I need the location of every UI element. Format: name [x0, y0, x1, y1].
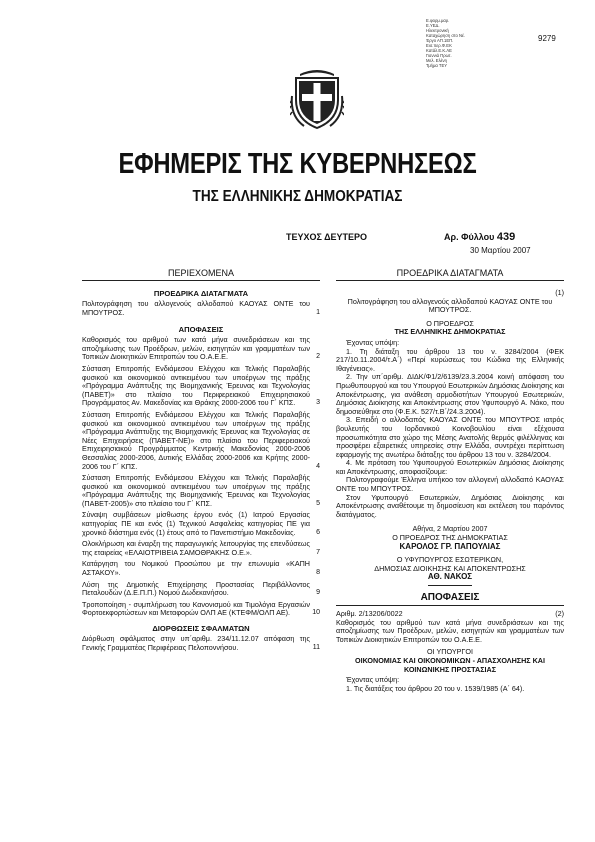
toc-item: [82, 336, 320, 362]
paragraph: Έχοντας υπόψη:: [346, 675, 400, 685]
ministries: ΟΙΚΟΝΟΜΙΑΣ ΚΑΙ ΟΙΚΟΝΟΜΙΚΩΝ - ΑΠΑΣΧΟΛΗΣΗΣ ΚΑΙ ΚΟΙΝΩΝΙΚΗΣ ΠΡΟΣΤΑΣΙΑΣ: [354, 655, 545, 674]
toc-item-page: 3: [316, 399, 320, 407]
registration-note-line: Ε.ΥΕΔ.: [426, 23, 440, 28]
sheet-number-label: Αρ. Φύλλου: [444, 232, 495, 242]
registration-note-line: Γιαννιά Πρωτ.: [426, 53, 452, 58]
toc-item-text: Σύναψη συμβάσεων μίσθωσης έργου ενός (1) Ιατρού Εργασίας κατηγορίας ΠΕ και ενός (1) Τεχνικού Ασφαλείας κατηγορίας ΠΕ για χρονικό διάστημα ενός (1) έτους από το Πανεπιστήμιο Μακεδονίας.: [82, 510, 310, 537]
gazette-title: ΕΦΗΜΕΡΙΣ ΤΗΣ ΚΥΒΕΡΝΗΣΕΩΣ: [118, 148, 477, 180]
registration-note-line: Κατάλ.Ε.Κ.ΛΕ: [426, 48, 452, 53]
toc-item-page: 11: [312, 643, 320, 651]
toc-item-text: Σύσταση Επιτροπής Ενδιάμεσου Ελέγχου και Τελικής Παραλαβής φυσικού και οικονομικού αντικειμένου των υποέργων της πράξης «Πρόγραμμα Ανάπτυξης της Βιομηχανικής Έρευνας και Τεχνολογίας (ΠΑΒΕΤ-2005)» στο πλαίσιο του Γ΄ ΚΠΣ.: [82, 473, 310, 508]
sheet-number: [444, 231, 515, 243]
toc-item-page: 8: [316, 569, 320, 577]
paragraph: 2. Την υπ΄αριθμ. ΔΙΔΚ/Φ1/2/6139/23.3.2004 κοινή απόφαση του Πρωθυπουργού και του Υπουργού Εσωτερικών Δημόσιας Διοίκησης και Αποκέντρωσης, για ανάθεση αρμοδιοτήτων Υπουργού Εσωτερικών, Δημόσιας Διοίκησης και Αποκέντρωσης στον Υφυπουργό Α. Νάκο, που δημοσιεύθηκε στο (Φ.Ε.Κ. 527/τ.Β΄/24.3.2004).: [336, 372, 564, 416]
sign-name2: ΑΘ. ΝΑΚΟΣ: [427, 572, 473, 582]
contents-column: [82, 268, 320, 655]
decree-title: Πολιτογράφηση του αλλογενούς αλλοδαπού ΚΑΟΥΑΣ ΟΝΤΕ του ΜΠΟΥΤΡΟΣ.: [347, 296, 553, 315]
sign-role: Ο ΠΡΟΕΔΡΟΣ ΤΗΣ ΔΗΜΟΚΡΑΤΙΑΣ: [392, 533, 508, 543]
toc-item: [82, 365, 320, 408]
toc-item: [82, 474, 320, 508]
toc-item-page: 4: [316, 462, 320, 470]
paragraph: Πολιτογραφούμε Έλληνα υπήκοο τον αλλογενή αλλοδαπό ΚΑΟΥΑΣ ΟΝΤΕ του ΜΠΟΥΤΡΟΣ.: [336, 475, 564, 494]
decree-column: [336, 268, 564, 693]
toc-item: [82, 540, 320, 557]
decisions-title: ΑΠΟΦΑΣΕΙΣ: [336, 592, 564, 606]
decision-number: Αριθμ. 2/13206/0022: [336, 609, 403, 618]
sign-role2: Ο ΥΦΥΠΟΥΡΓΟΣ ΕΣΩΤΕΡΙΚΩΝ,: [396, 555, 504, 565]
toc-item-text: Καθορισμός του αριθμού των κατά μήνα συνεδριάσεων και της αποζημίωσης των Προέδρων, μελών, εισηγητών και γραμματέων των Τοπικών Διοικητικών Επιτροπών του Ο.Α.Ε.Ε.: [82, 335, 310, 362]
decision-body: [336, 676, 564, 693]
sheet-number-value: 439: [496, 231, 516, 243]
errata-list: [82, 635, 320, 652]
toc-item-text: Σύσταση Επιτροπής Ενδιάμεσου Ελέγχου και Τελικής Παραλαβής φυσικού και οικονομικού αντικειμένου των υποέργων της πράξης «Πρόγραμμα Ανάπτυξης της Βιομηχανικής Έρευνας και Τεχνολογίας (ΠΑΒΕΤ)» στο πλαίσιο του Περιφερειακού Επιχειρησιακού Προγράμματος Αν. Μακεδονίας και Θράκης 2000-2006 του Γ΄ ΚΠΣ.: [82, 363, 310, 408]
registration-note-line: Μελ. Ελένη: [426, 58, 447, 63]
registration-note-line: Ε.φορμ.μαρ.: [426, 18, 450, 23]
oi-ypourgoi: ΟΙ ΥΠΟΥΡΓΟΙ: [427, 647, 473, 657]
toc-item-page: 2: [316, 353, 320, 361]
paragraph: 1. Τη διάταξη του άρθρου 13 του ν. 3284/2004 (ΦΕΚ 217/10.11.2004/τ.Α΄) «Περί κυρώσεως του Κώδικα της Ελληνικής Ιθαγένειας».: [336, 346, 564, 373]
sign-name: ΚΑΡΟΛΟΣ ΓΡ. ΠΑΠΟΥΛΙΑΣ: [399, 541, 501, 551]
toc-item-page: 7: [316, 548, 320, 556]
decision-title: Καθορισμός του αριθμού των κατά μήνα συνεδριάσεων και της αποζημίωσης των Προέδρων, μελών, εισηγητών και γραμματέων των Τοπικών Διοικητικών Επιτροπών του Ο.Α.Ε.Ε.: [336, 617, 564, 644]
toc-item: [82, 635, 320, 652]
registration-note-line: Έργο ΑΠ.1ΕΠ.: [426, 38, 454, 43]
decree-index: (1): [555, 288, 564, 297]
gazette-subtitle: ΤΗΣ ΕΛΛΗΝΙΚΗΣ ΔΗΜΟΚΡΑΤΙΑΣ: [192, 188, 403, 205]
decree-body: [336, 339, 564, 519]
decision-index: (2): [555, 609, 564, 618]
toc-item-page: 10: [312, 609, 320, 617]
toc-item-text: Λύση της Δημοτικής Επιχείρησης Προστασίας Περιβάλλοντος Πεταλουδών (Δ.Ε.Π.Π.) Νομού Δωδεκανήσου.: [82, 579, 310, 598]
toc-item: [82, 411, 320, 471]
page-number: 9279: [538, 34, 556, 43]
toc-item-page: 6: [316, 528, 320, 536]
toc-item-text: Πολιτογράφηση του αλλογενούς αλλοδαπού ΚΑΟΥΑΣ ΟΝΤΕ του ΜΠΟΥΤΡΟΣ.: [82, 299, 310, 317]
registration-note-line: Καταχώρηση στο Νέ.: [426, 33, 466, 38]
errata-heading: ΔΙΟΡΘΩΣΕΙΣ ΣΦΑΛΜΑΤΩΝ: [152, 624, 250, 633]
presidential-decrees-title: ΠΡΟΕΔΡΙΚΑ ΔΙΑΤΑΓΜΑΤΑ: [336, 268, 564, 281]
registration-note: [426, 18, 516, 68]
issue-volume: ΤΕΥΧΟΣ ΔΕΥΤΕΡΟ: [286, 232, 368, 242]
presidential-decrees-list: [82, 300, 320, 317]
paragraph: 1. Τις διατάξεις του άρθρου 20 του ν. 1539/1985 (Α΄ 64).: [346, 683, 525, 693]
toc-item: [82, 300, 320, 317]
toc-item: [82, 511, 320, 537]
toc-item-page: 9: [316, 589, 320, 597]
sign-role3: ΔΗΜΟΣΙΑΣ ΔΙΟΙΚΗΣΗΣ ΚΑΙ ΑΠΟΚΕΝΤΡΩΣΗΣ: [374, 563, 526, 573]
toc-item-text: Διόρθωση σφάλματος στην υπ΄αριθμ. 234/11.12.07 απόφαση της Γενικής Γραμματέας Περιφέρειας Πελοποννήσου.: [82, 634, 310, 652]
decisions-list: [82, 336, 320, 618]
greek-coat-of-arms-icon: [290, 66, 344, 132]
paragraph: 4. Με πρόταση του Υφυπουργού Εσωτερικών Δημόσιας Διοίκησης και Αποκέντρωσης, αποφασίζουμε:: [336, 458, 564, 476]
divider: [428, 585, 472, 586]
registration-note-line: Τμήμα ΤΕΥ: [426, 63, 448, 68]
registration-note-line: Ηλεκτρονική: [426, 28, 449, 33]
tis-dimokratias: ΤΗΣ ΕΛΛΗΝΙΚΗΣ ΔΗΜΟΚΡΑΤΙΑΣ: [394, 327, 506, 337]
registration-note-line: Εισ.περ.Φ.ΕΚ: [426, 43, 452, 48]
o-proedros: Ο ΠΡΟΕΔΡΟΣ: [426, 318, 474, 328]
presidential-decrees-heading: ΠΡΟΕΔΡΙΚΑ ΔΙΑΤΑΓΜΑΤΑ: [153, 289, 249, 298]
toc-item-text: Ολοκλήρωση και έναρξη της παραγωγικής λειτουργίας της επενδύσεως της εταιρείας «ΕΛΑΙΟΤΡΙΒΕΙΑ ΣΑΜΟΘΡΑΚΗΣ Ο.Ε.».: [82, 539, 310, 557]
paragraph: Στον Υφυπουργό Εσωτερικών, Δημόσιας Διοίκησης και Αποκέντρωσης αναθέτουμε τη δημοσίευση και εκτέλεση του παρόντος διατάγματος.: [336, 492, 564, 519]
sign-date: Αθήνα, 2 Μαρτίου 2007: [412, 524, 488, 534]
toc-item: [82, 601, 320, 618]
toc-item-page: 5: [316, 499, 320, 507]
toc-item-text: Σύσταση Επιτροπής Ενδιάμεσου Ελέγχου και Τελικής Παραλαβής φυσικού και οικονομικού αντικειμένου των υποέργων της πράξης «Πρόγραμμα Ανάπτυξης της Βιομηχανικής Έρευνας και Τεχνολογίας σε Νέες Επιχειρήσεις (ΠΑΒΕΤ-ΝΕ)» στο πλαίσιο του Περιφερειακού Επιχειρησιακού Προγράμματος Κεντρικής Μακεδονίας 2000-2006 Θεσσαλίας 2000-2006, Δυτικής Ελλάδας 2000-2006 και Κρήτης 2000-2006 του Γ΄ ΚΠΣ.: [82, 409, 310, 471]
paragraph: Έχοντας υπόψη:: [346, 337, 400, 347]
toc-item-text: Κατάργηση του Νομικού Προσώπου με την επωνυμία «ΚΑΠΗ ΑΣΤΑΚΟΥ».: [82, 559, 310, 578]
issue-date: 30 Μαρτίου 2007: [470, 246, 531, 255]
paragraph: 3. Επειδή ο αλλοδαπός ΚΑΟΥΑΣ ΟΝΤΕ του ΜΠΟΥΤΡΟΣ ιατρός βουλευτής του Ιορδανικού Κοινοβουλίου είναι εξέχουσα προσωπικότητα στο χώρο της Μέσης Ανατολής θερμός φιλέλληνας και προσφέρει εξαιρετικές υπηρεσίες στην Ελλάδα, συντρέχει περίπτωση εφαρμογής της ανωτέρω διάταξης του άρθρου 13 του ν. 3284/2004.: [336, 415, 564, 459]
toc-item: [82, 560, 320, 577]
toc-item-text: Τροποποίηση - συμπλήρωση του Κανονισμού και Τιμολόγια Εργασιών Φορτοεκφορτώσεων και Μεταφορών ΟΛΠ ΑΕ (ΚΤΕΦΜ/ΟΛΠ ΑΕ).: [82, 599, 310, 618]
contents-title: ΠΕΡΙΕΧΟΜΕΝΑ: [82, 268, 320, 281]
decisions-heading: ΑΠΟΦΑΣΕΙΣ: [178, 325, 224, 335]
toc-item-page: 1: [316, 308, 320, 316]
toc-item: [82, 581, 320, 598]
